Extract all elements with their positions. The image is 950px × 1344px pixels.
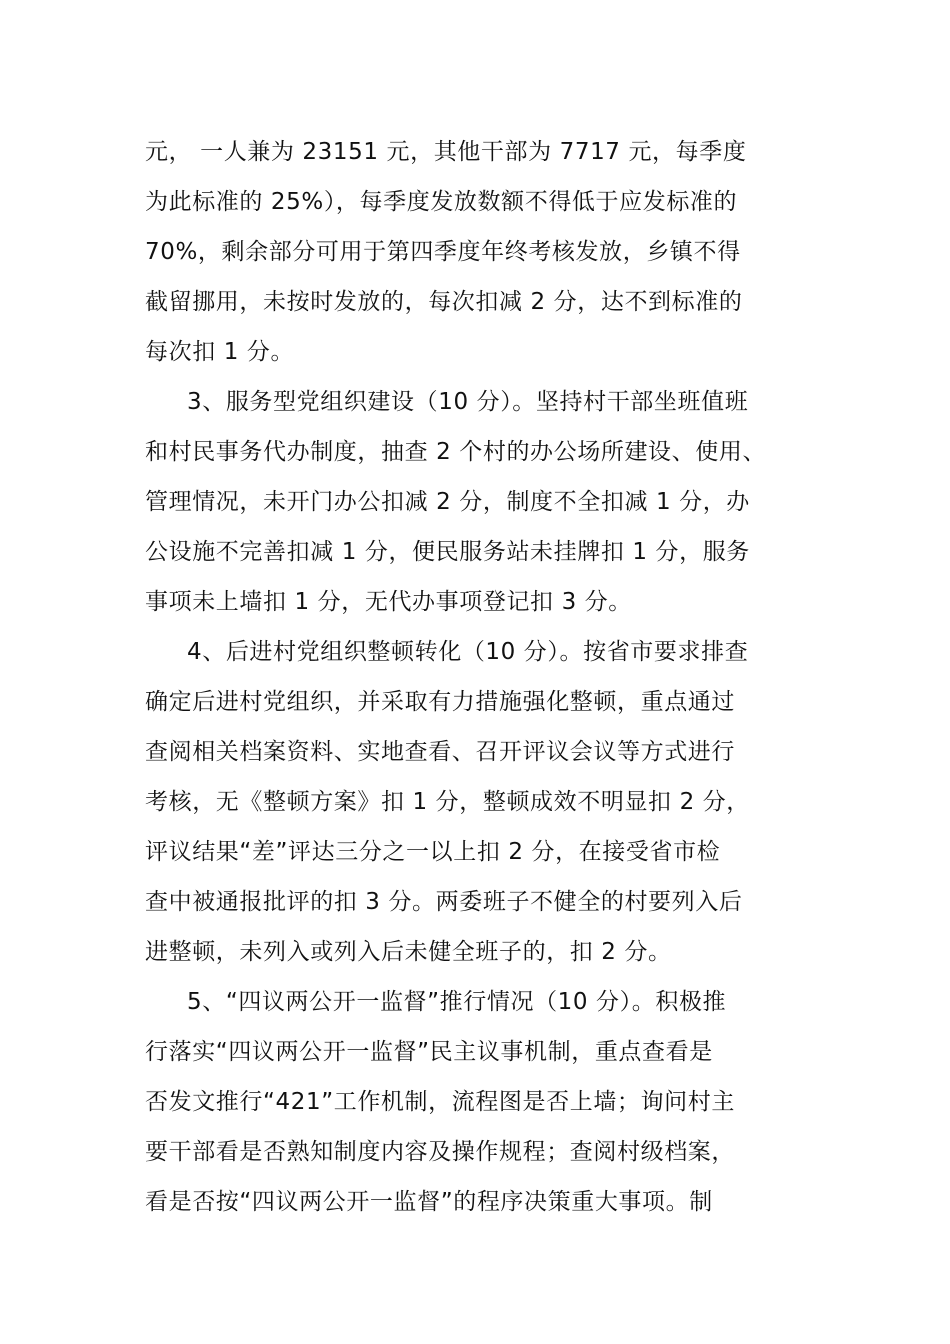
text-line: 查中被通报批评的扣 3 分。两委班子不健全的村要列入后 — [145, 889, 743, 915]
text-line: 否发文推行“421”工作机制，流程图是否上墙；询问村主 — [145, 1089, 735, 1115]
text-line: 要干部看是否熟知制度内容及操作规程；查阅村级档案， — [145, 1139, 735, 1165]
text-line: 公设施不完善扣减 1 分，便民服务站未挂牌扣 1 分，服务 — [145, 539, 750, 565]
text-line: 看是否按“四议两公开一监督”的程序决策重大事项。制 — [145, 1189, 713, 1215]
text-line: 行落实“四议两公开一监督”民主议事机制，重点查看是 — [145, 1039, 713, 1065]
text-line: 和村民事务代办制度，抽查 2 个村的办公场所建设、使用、 — [145, 439, 767, 465]
text-line: 为此标准的 25%），每季度发放数额不得低于应发标准的 — [145, 189, 738, 215]
text-line: 查阅相关档案资料、实地查看、召开评议会议等方式进行 — [145, 739, 735, 765]
text-line: 确定后进村党组织，并采取有力措施强化整顿，重点通过 — [145, 689, 735, 715]
text-line: 评议结果“差”评达三分之一以上扣 2 分，在接受省市检 — [145, 839, 721, 865]
text-line: 管理情况，未开门办公扣减 2 分，制度不全扣减 1 分，办 — [145, 489, 750, 515]
text-line: 截留挪用，未按时发放的，每次扣减 2 分，达不到标准的 — [145, 289, 743, 315]
paragraph-5-start: 5、“四议两公开一监督”推行情况（10 分）。积极推 — [187, 989, 727, 1015]
text-line: 事项未上墙扣 1 分，无代办事项登记扣 3 分。 — [145, 589, 632, 615]
text-line: 考核，无《整顿方案》扣 1 分，整顿成效不明显扣 2 分， — [145, 789, 750, 815]
text-line: 元， 一人兼为 23151 元，其他干部为 7717 元，每季度 — [145, 139, 747, 165]
text-line: 进整顿，未列入或列入后未健全班子的，扣 2 分。 — [145, 939, 672, 965]
paragraph-4-start: 4、后进村党组织整顿转化（10 分）。按省市要求排查 — [187, 639, 749, 665]
paragraph-3-start: 3、服务型党组织建设（10 分）。坚持村干部坐班值班 — [187, 389, 749, 415]
text-line: 每次扣 1 分。 — [145, 339, 295, 365]
body-text — [145, 127, 835, 1227]
text-line: 70%，剩余部分可用于第四季度年终考核发放，乡镇不得 — [145, 239, 741, 265]
